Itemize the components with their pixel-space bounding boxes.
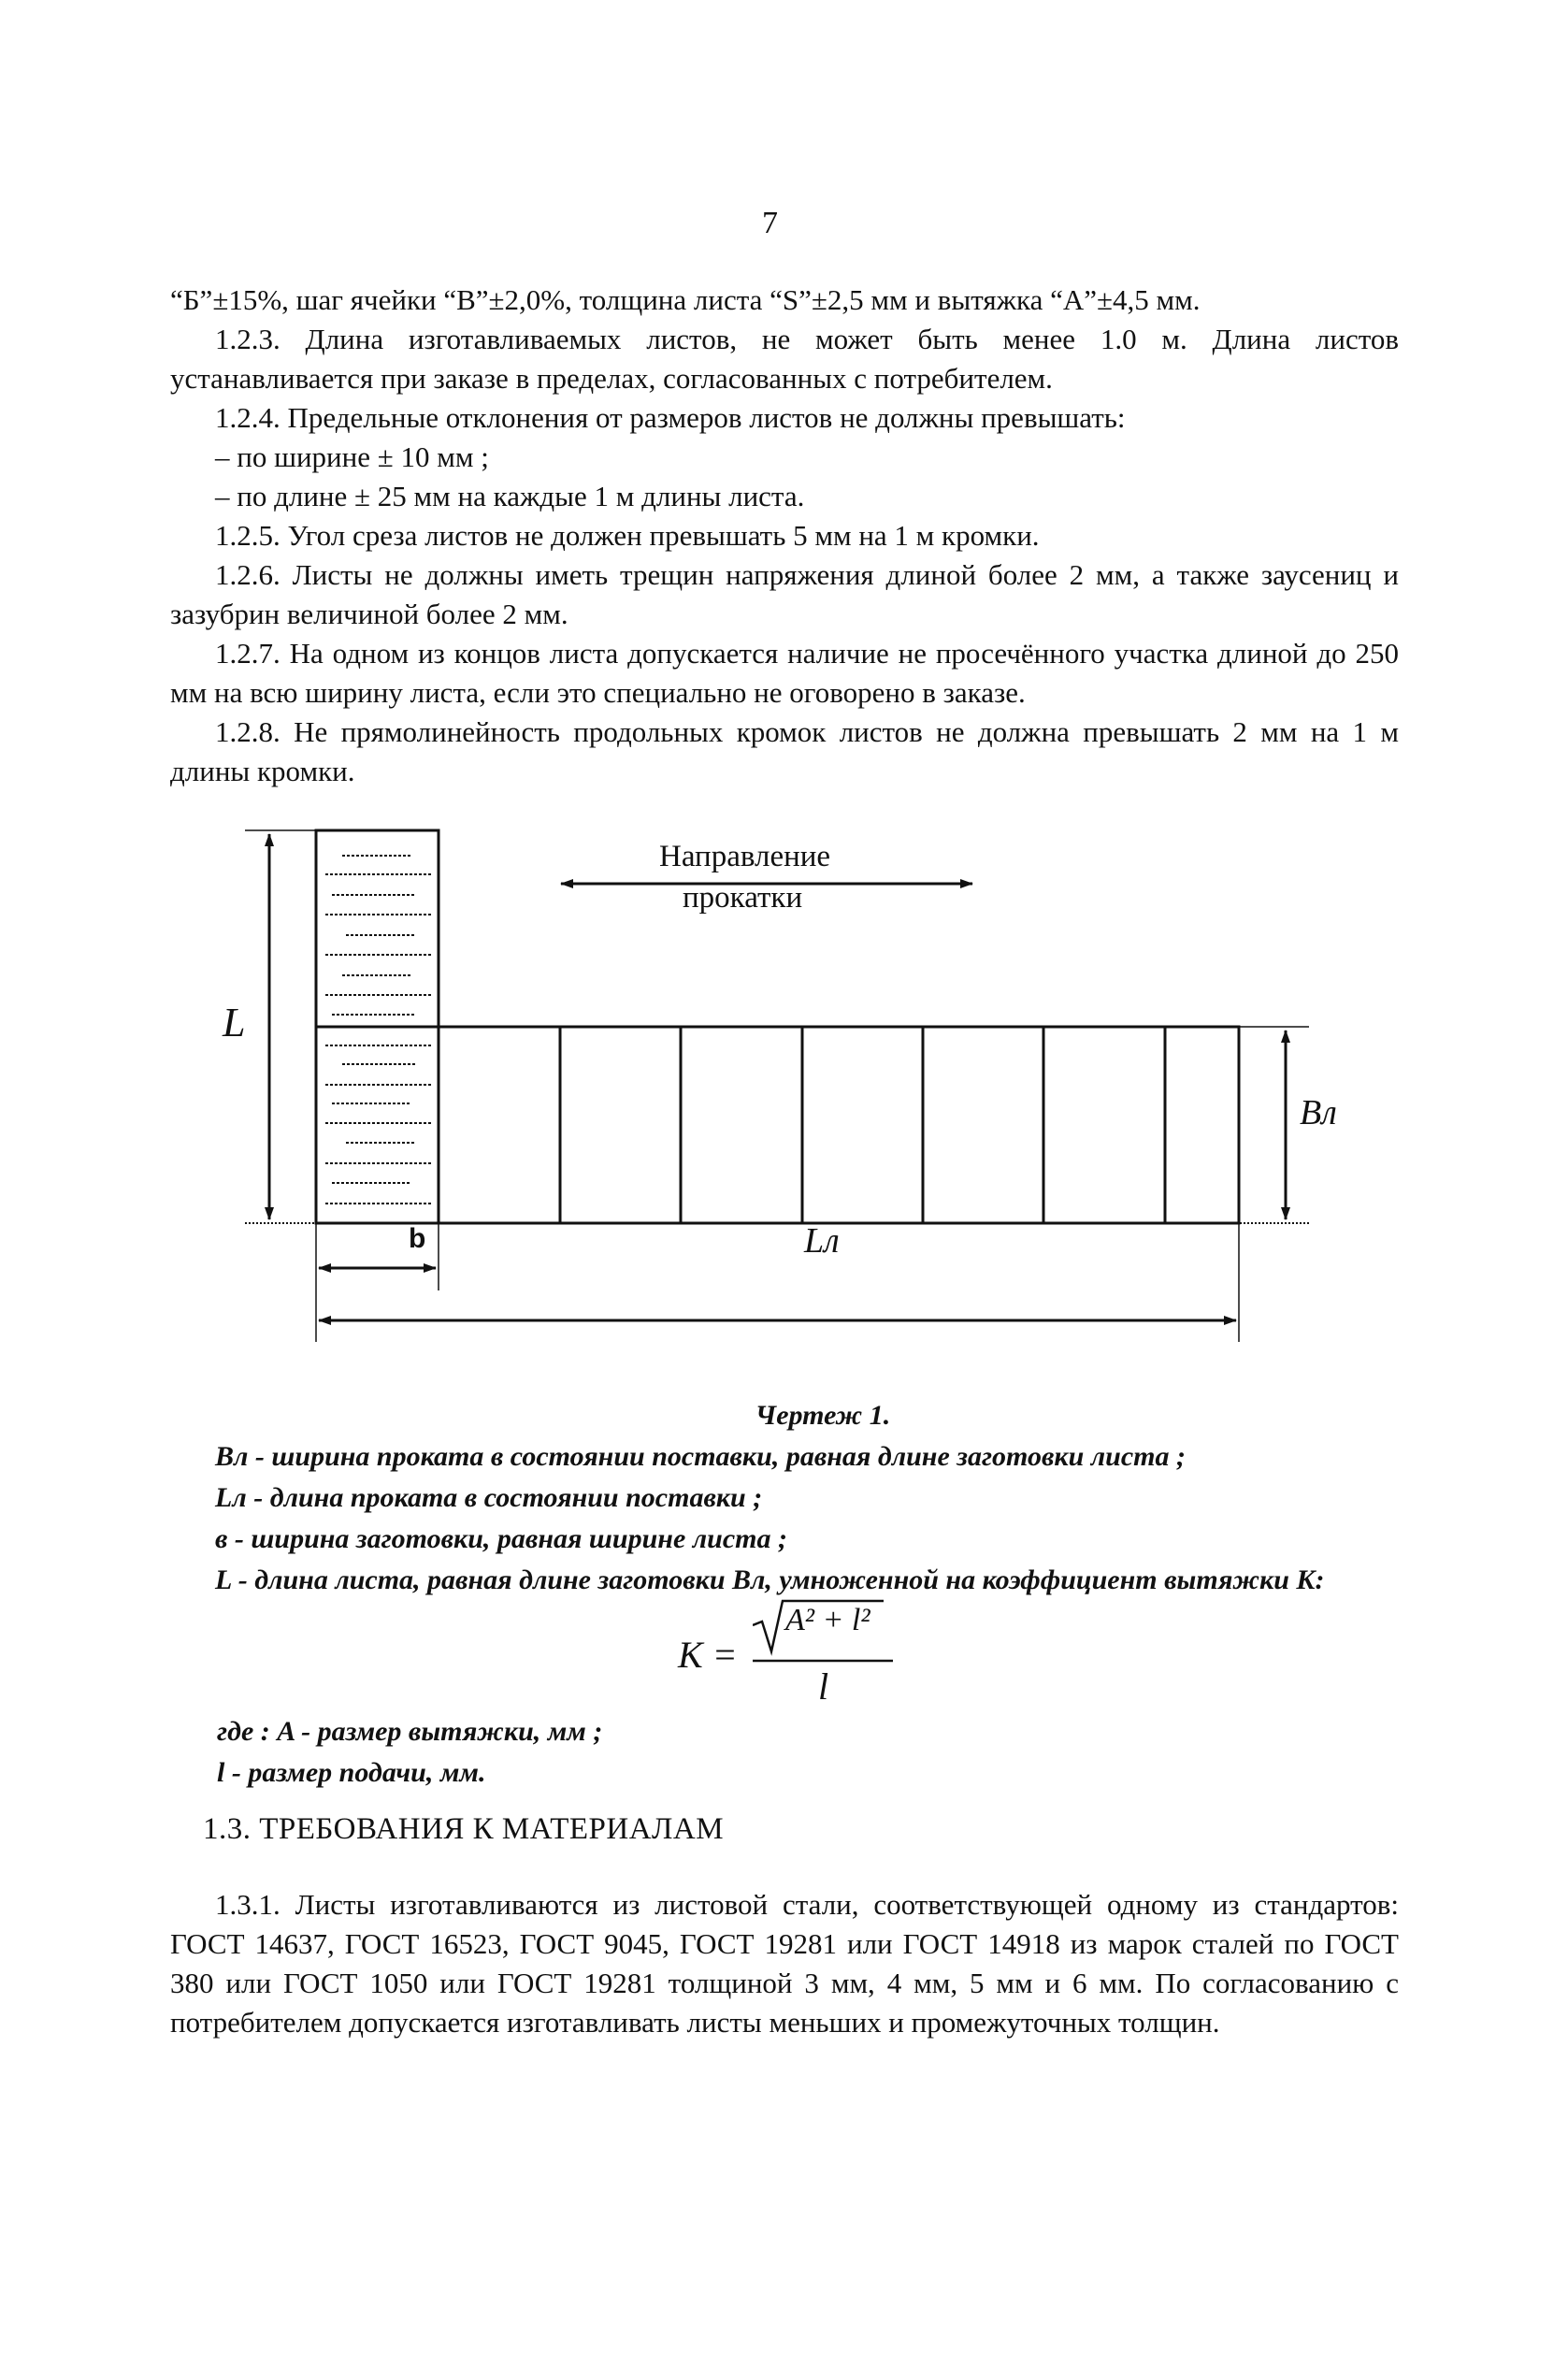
caption-line-BL: Bл - ширина проката в состоянии поставки, равная длине заготовки листа ;: [215, 1441, 1187, 1472]
formula-denominator: l: [818, 1665, 829, 1708]
where-line-a: где : A - размер вытяжки, мм ;: [217, 1716, 603, 1747]
caption-title: Чертеж 1.: [755, 1400, 891, 1431]
where-block: [217, 1711, 602, 1794]
body-text: [170, 281, 1399, 791]
blank-rectangle: [316, 830, 439, 1223]
formula-numerator: A² + l²: [785, 1603, 870, 1637]
drawing-caption: [215, 1395, 1468, 1601]
direction-label-2: прокатки: [683, 881, 803, 915]
paragraph-1-2-5: 1.2.5. Угол среза листов не должен превышать 5 мм на 1 м кромки.: [215, 519, 1040, 552]
label-LL: Lл: [804, 1221, 840, 1261]
formula-lhs: K =: [678, 1634, 738, 1676]
paragraph-1-2-3: 1.2.3. Длина изготавливаемых листов, не может быть менее 1.0 м. Длина листов устанавливается при заказе в пределах, согласованных с потребителем.: [170, 323, 1399, 395]
page-number: 7: [762, 206, 778, 240]
paragraph-1-2-4: 1.2.4. Предельные отклонения от размеров листов не должны превышать:: [215, 401, 1126, 434]
rolled-strip: [439, 1027, 1239, 1223]
section-heading: 1.3. ТРЕБОВАНИЯ К МАТЕРИАЛАМ: [203, 1812, 725, 1846]
list-item-width: – по ширине ± 10 мм ;: [215, 440, 489, 473]
paragraph-tolerances: “Б”±15%, шаг ячейки “В”±2,0%, толщина листа “S”±2,5 мм и вытяжка “А”±4,5 мм.: [170, 283, 1201, 316]
paragraph-1-3-1: 1.3.1. Листы изготавливаются из листовой стали, соответствующей одному из стандартов: ГОСТ 14637, ГОСТ 16523, ГОСТ 9045, ГОСТ 19281 или ГОСТ 14918 из марок сталей по ГОСТ 380 или ГОСТ 1050 или ГОСТ 19281 толщиной 3 мм, 4 мм, 5 мм и 6 мм. По согласованию с потребителем допускается изготавливать листы меньших и промежуточных толщин.: [170, 1888, 1399, 2039]
paragraph-1-2-7: 1.2.7. На одном из концов листа допускается наличие не просечённого участка длиной до 250 мм на всю ширину листа, если это специально не оговорено в заказе.: [170, 637, 1399, 709]
section-text: [170, 1885, 1399, 2042]
label-b: b: [409, 1223, 426, 1254]
caption-line-L: L - длина листа, равная длине заготовки Bл, умноженной на коэффициент вытяжки K:: [215, 1564, 1325, 1595]
caption-line-LL: Lл - длина проката в состоянии поставки ;: [215, 1482, 763, 1513]
paragraph-1-2-6: 1.2.6. Листы не должны иметь трещин напряжения длиной более 2 мм, а также заусениц и зазубрин величиной более 2 мм.: [170, 558, 1399, 630]
list-item-length: – по длине ± 25 мм на каждые 1 м длины листа.: [215, 480, 805, 512]
label-BL: Bл: [1300, 1093, 1337, 1132]
blank-hatching: [325, 856, 432, 1204]
caption-line-b: в - ширина заготовки, равная ширине листа ;: [215, 1523, 787, 1554]
where-line-l: l - размер подачи, мм.: [217, 1757, 486, 1788]
direction-label-1: Направление: [659, 840, 831, 873]
paragraph-1-2-8: 1.2.8. Не прямолинейность продольных кромок листов не должна превышать 2 мм на 1 м длины кромки.: [170, 715, 1399, 787]
label-L: L: [223, 1000, 246, 1045]
